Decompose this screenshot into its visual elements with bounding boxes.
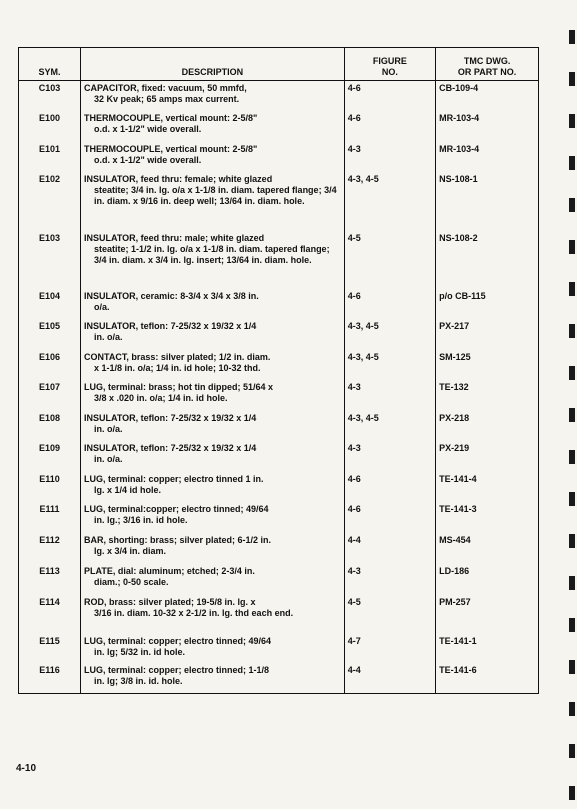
cell-sym: E107 (19, 380, 81, 411)
edge-mark (569, 744, 575, 758)
description-continuation: in. lg; 3/8 in. id. hole. (94, 675, 183, 686)
cell-figure: 4-3, 4-5 (344, 319, 435, 350)
cell-part-number: TE-141-3 (436, 502, 539, 533)
table-row (19, 634, 539, 663)
cell-figure: 4-3 (344, 380, 435, 411)
cell-part-number: PX-218 (436, 411, 539, 441)
cell-figure: 4-5 (344, 231, 435, 289)
cell-description (81, 289, 345, 319)
cell-sym: E105 (19, 319, 81, 350)
cell-description (81, 142, 345, 172)
edge-mark (569, 198, 575, 212)
edge-mark (569, 408, 575, 422)
cell-sym: E108 (19, 411, 81, 441)
cell-part-number: SM-125 (436, 350, 539, 380)
table-row (19, 172, 539, 231)
cell-figure: 4-6 (344, 472, 435, 502)
edge-mark (569, 72, 575, 86)
header-tmc-dwg: TMC DWG. OR PART NO. (436, 48, 539, 81)
cell-sym: E116 (19, 663, 81, 694)
cell-description (81, 380, 345, 411)
description-line: CONTACT, brass: silver plated; 1/2 in. diam. (84, 351, 271, 362)
table-row (19, 350, 539, 380)
cell-sym: E103 (19, 231, 81, 289)
parts-list-table (18, 47, 539, 694)
table-row (19, 411, 539, 441)
cell-figure: 4-6 (344, 289, 435, 319)
table-row (19, 441, 539, 472)
header-description: DESCRIPTION (81, 48, 345, 81)
description-continuation: o.d. x 1-1/2" wide overall. (94, 154, 202, 165)
table-header-row (19, 48, 539, 81)
cell-sym: E111 (19, 502, 81, 533)
cell-description (81, 411, 345, 441)
edge-mark (569, 30, 575, 44)
table-row (19, 142, 539, 172)
description-line: ROD, brass: silver plated; 19-5/8 in. lg. x (84, 596, 256, 607)
cell-sym: E110 (19, 472, 81, 502)
cell-figure: 4-7 (344, 634, 435, 663)
cell-part-number: p/o CB-115 (436, 289, 539, 319)
cell-sym: E115 (19, 634, 81, 663)
table-row (19, 663, 539, 694)
cell-description (81, 472, 345, 502)
cell-part-number: CB-109-4 (436, 81, 539, 111)
description-continuation: in. lg; 5/32 in. id hole. (94, 646, 186, 657)
cell-sym: E101 (19, 142, 81, 172)
cell-description (81, 441, 345, 472)
edge-mark (569, 786, 575, 800)
cell-part-number: PX-217 (436, 319, 539, 350)
edge-mark (569, 618, 575, 632)
description-line: INSULATOR, feed thru: female; white glazed (84, 173, 273, 184)
description-line: INSULATOR, teflon: 7-25/32 x 19/32 x 1/4 (84, 320, 257, 331)
description-continuation: steatite; 3/4 in. lg. o/a x 1-1/8 in. diam. tapered flange; 3/4 in. diam. x 9/16 in. deep well; 13/64 in. diam. hole. (94, 184, 337, 206)
cell-description (81, 111, 345, 142)
description-line: INSULATOR, teflon: 7-25/32 x 19/32 x 1/4 (84, 442, 257, 453)
page-edge-marks (567, 0, 577, 809)
description-continuation: x 1-1/8 in. o/a; 1/4 in. id hole; 10-32 thd. (94, 362, 261, 373)
description-line: INSULATOR, ceramic: 8-3/4 x 3/4 x 3/8 in. (84, 290, 259, 301)
table-row (19, 533, 539, 564)
cell-sym: E102 (19, 172, 81, 231)
cell-part-number: TE-132 (436, 380, 539, 411)
table-row (19, 472, 539, 502)
description-continuation: diam.; 0-50 scale. (94, 576, 169, 587)
edge-mark (569, 576, 575, 590)
cell-figure: 4-6 (344, 502, 435, 533)
description-line: LUG, terminal: copper; electro tinned; 1-1/8 (84, 664, 270, 675)
cell-figure: 4-3, 4-5 (344, 172, 435, 231)
table-row (19, 231, 539, 289)
cell-part-number: PX-219 (436, 441, 539, 472)
cell-figure: 4-4 (344, 663, 435, 694)
edge-mark (569, 534, 575, 548)
cell-part-number: MS-454 (436, 533, 539, 564)
description-line: LUG, terminal: copper; electro tinned; 49/64 (84, 635, 272, 646)
cell-figure: 4-6 (344, 81, 435, 111)
cell-sym: E113 (19, 564, 81, 595)
cell-description (81, 634, 345, 663)
description-continuation: in. o/a. (94, 453, 123, 464)
edge-mark (569, 450, 575, 464)
description-continuation: lg. x 1/4 id hole. (94, 484, 162, 495)
header-sym: SYM. (19, 48, 81, 81)
cell-part-number: TE-141-6 (436, 663, 539, 694)
cell-description (81, 595, 345, 634)
cell-part-number: TE-141-1 (436, 634, 539, 663)
description-line: BAR, shorting: brass; silver plated; 6-1/2 in. (84, 534, 272, 545)
table-row (19, 564, 539, 595)
description-continuation: lg. x 3/4 in. diam. (94, 545, 167, 556)
edge-mark (569, 114, 575, 128)
cell-description (81, 502, 345, 533)
description-line: LUG, terminal:copper; electro tinned; 49/64 (84, 503, 269, 514)
edge-mark (569, 282, 575, 296)
description-line: LUG, terminal: brass; hot tin dipped; 51/64 x (84, 381, 274, 392)
description-line: THERMOCOUPLE, vertical mount: 2-5/8" (84, 112, 258, 123)
cell-part-number: LD-186 (436, 564, 539, 595)
edge-mark (569, 156, 575, 170)
cell-description (81, 350, 345, 380)
cell-figure: 4-5 (344, 595, 435, 634)
description-line: LUG, terminal: copper; electro tinned 1 in. (84, 473, 264, 484)
description-continuation: o.d. x 1-1/2" wide overall. (94, 123, 202, 134)
cell-sym: E109 (19, 441, 81, 472)
cell-part-number: TE-141-4 (436, 472, 539, 502)
description-continuation: in. o/a. (94, 423, 123, 434)
cell-description (81, 172, 345, 231)
edge-mark (569, 660, 575, 674)
cell-figure: 4-3, 4-5 (344, 411, 435, 441)
cell-description (81, 81, 345, 111)
table-row (19, 319, 539, 350)
cell-sym: E100 (19, 111, 81, 142)
cell-description (81, 663, 345, 694)
table-row (19, 111, 539, 142)
cell-sym: E112 (19, 533, 81, 564)
edge-mark (569, 702, 575, 716)
cell-sym: C103 (19, 81, 81, 111)
edge-mark (569, 492, 575, 506)
description-continuation: 32 Kv peak; 65 amps max current. (94, 94, 240, 104)
table-row (19, 289, 539, 319)
description-line: PLATE, dial: aluminum; etched; 2-3/4 in. (84, 565, 255, 576)
description-continuation: 3/8 x .020 in. o/a; 1/4 in. id hole. (94, 392, 228, 403)
cell-sym: E106 (19, 350, 81, 380)
table-row (19, 595, 539, 634)
cell-sym: E104 (19, 289, 81, 319)
cell-part-number: MR-103-4 (436, 111, 539, 142)
page-number: 4-10 (16, 763, 37, 774)
description-line: THERMOCOUPLE, vertical mount: 2-5/8" (84, 143, 258, 154)
cell-figure: 4-3 (344, 441, 435, 472)
cell-part-number: PM-257 (436, 595, 539, 634)
description-continuation: o/a. (94, 301, 110, 312)
table-row (19, 502, 539, 533)
cell-part-number: NS-108-2 (436, 231, 539, 289)
cell-figure: 4-3 (344, 564, 435, 595)
table-row (19, 81, 539, 111)
description-line: CAPACITOR, fixed: vacuum, 50 mmfd, (84, 83, 247, 93)
description-line: INSULATOR, feed thru: male; white glazed (84, 232, 265, 243)
cell-figure: 4-6 (344, 111, 435, 142)
edge-mark (569, 366, 575, 380)
cell-part-number: NS-108-1 (436, 172, 539, 231)
description-continuation: steatite; 1-1/2 in. lg. o/a x 1-1/8 in. diam. tapered flange; 3/4 in. diam. x 3/4 in. lg. insert; 13/64 in. diam. hole. (94, 243, 330, 265)
table-row (19, 380, 539, 411)
description-continuation: in. o/a. (94, 331, 123, 342)
cell-sym: E114 (19, 595, 81, 634)
edge-mark (569, 240, 575, 254)
description-continuation: in. lg.; 3/16 in. id hole. (94, 514, 188, 525)
cell-description (81, 564, 345, 595)
cell-description (81, 231, 345, 289)
cell-figure: 4-3, 4-5 (344, 350, 435, 380)
cell-figure: 4-3 (344, 142, 435, 172)
cell-part-number: MR-103-4 (436, 142, 539, 172)
cell-description (81, 533, 345, 564)
header-figure: FIGURE NO. (344, 48, 435, 81)
cell-description (81, 319, 345, 350)
description-continuation: 3/16 in. diam. 10-32 x 2-1/2 in. lg. thd each end. (94, 607, 294, 618)
cell-figure: 4-4 (344, 533, 435, 564)
edge-mark (569, 324, 575, 338)
description-line: INSULATOR, teflon: 7-25/32 x 19/32 x 1/4 (84, 412, 257, 423)
